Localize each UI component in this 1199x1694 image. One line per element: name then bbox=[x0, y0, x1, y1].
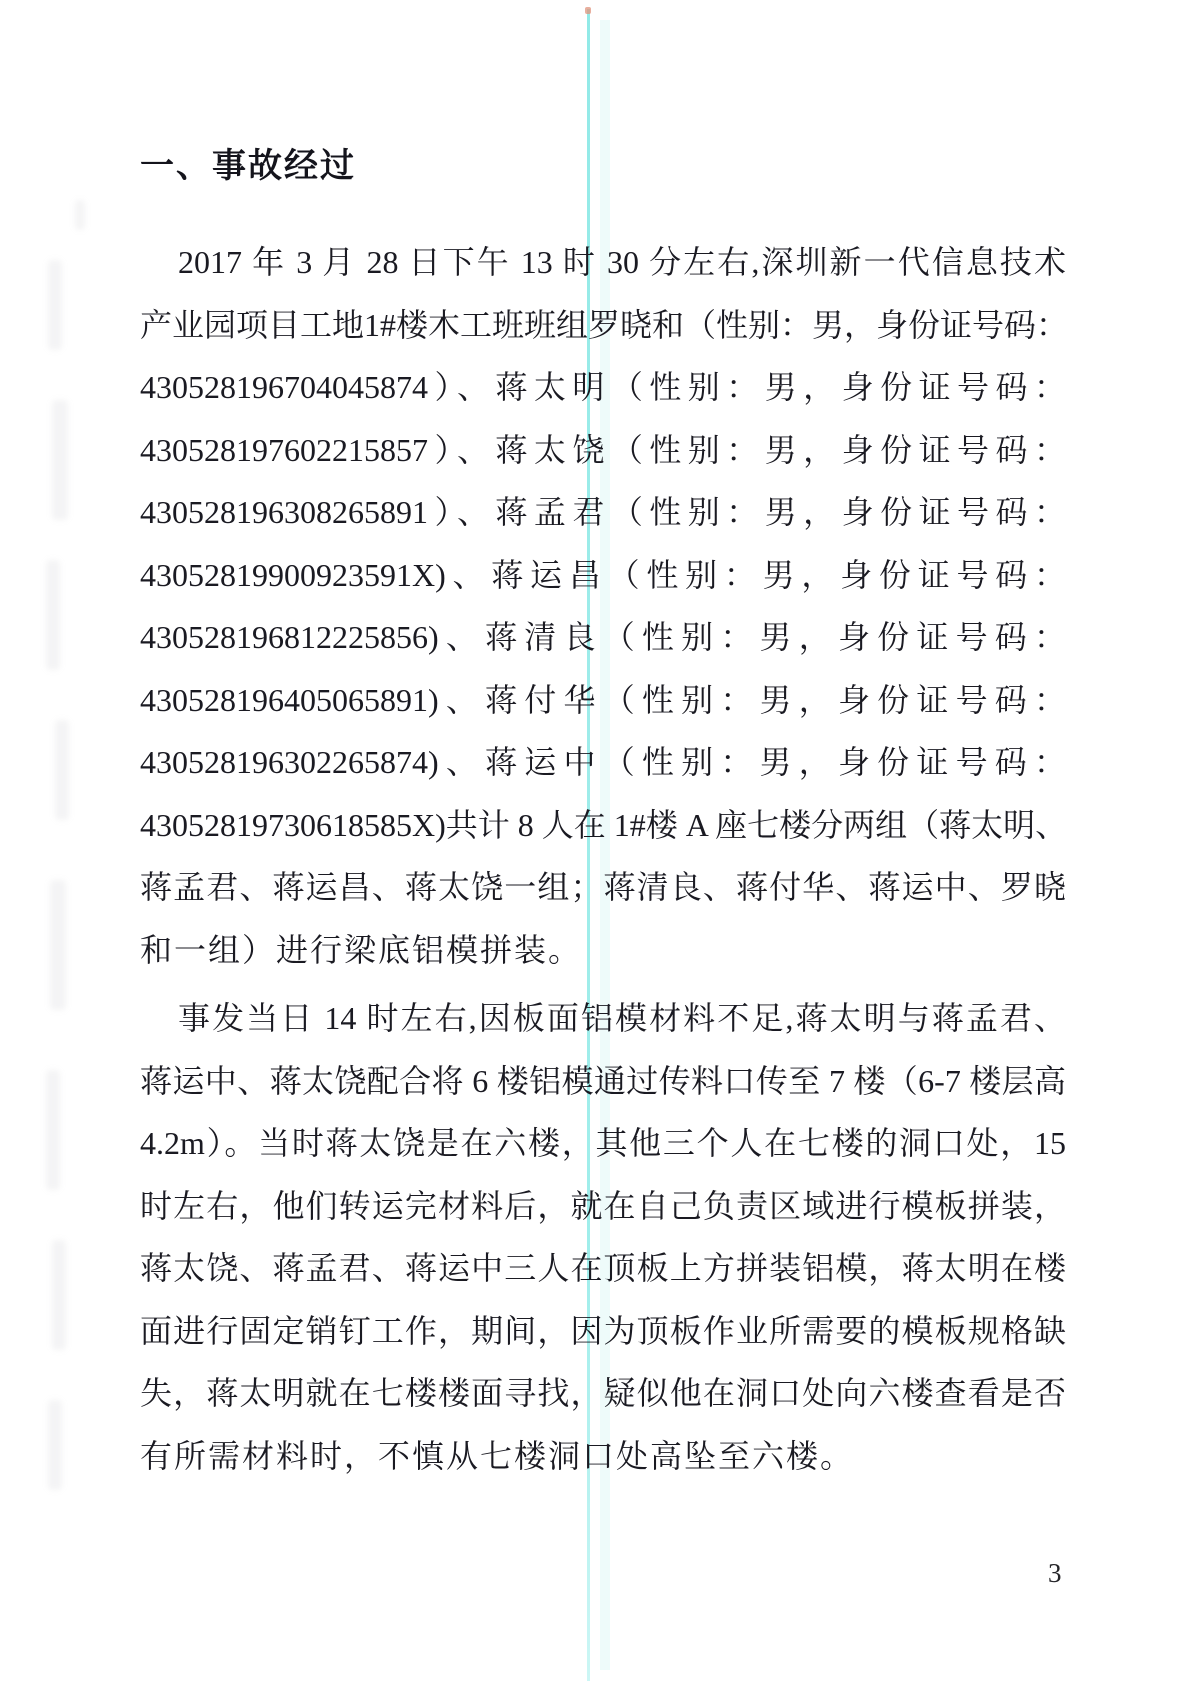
body-line: 产业园项目工地1#楼木工班班组罗晓和（性别：男，身份证号码： bbox=[140, 306, 1069, 343]
bleed-through-artifact bbox=[48, 260, 62, 350]
body-line: 43052819900923591X)、蒋运昌（性别：男，身份证号码： bbox=[140, 556, 1066, 593]
bleed-through-artifact bbox=[55, 720, 69, 820]
bleed-through-artifact bbox=[75, 200, 85, 230]
body-line: 蒋运中、蒋太饶配合将 6 楼铝模通过传料口传至 7 楼（6-7 楼层高 bbox=[140, 1062, 1066, 1099]
body-line: 事发当日 14 时左右,因板面铝模材料不足,蒋太明与蒋孟君、 bbox=[178, 1000, 1066, 1036]
body-line: 430528196812225856)、蒋清良（性别：男，身份证号码： bbox=[140, 619, 1066, 655]
body-line: 430528197602215857）、蒋太饶（性别：男，身份证号码： bbox=[140, 431, 1066, 468]
body-line: 时左右，他们转运完材料后，就在自己负责区域进行模板拼装， bbox=[140, 1187, 1066, 1224]
body-line: 4.2m）。当时蒋太饶是在六楼，其他三个人在七楼的洞口处，15 bbox=[140, 1125, 1066, 1161]
body-line: 2017 年 3 月 28 日下午 13 时 30 分左右,深圳新一代信息技术 bbox=[178, 244, 1066, 280]
document-body bbox=[140, 231, 1069, 1487]
body-line: 失，蒋太明就在七楼楼面寻找，疑似他在洞口处向六楼查看是否 bbox=[140, 1375, 1066, 1411]
page-number: 3 bbox=[1048, 1558, 1062, 1588]
body-line: 和一组）进行梁底铝模拼装。 bbox=[140, 931, 583, 968]
bleed-through-artifact bbox=[46, 560, 60, 670]
bleed-through-artifact bbox=[50, 880, 66, 1010]
body-line: 430528196308265891）、蒋孟君（性别：男，身份证号码： bbox=[140, 494, 1066, 530]
bleed-through-artifact bbox=[48, 1400, 62, 1490]
bleed-through-artifact bbox=[46, 1070, 60, 1190]
bleed-through-artifact bbox=[52, 400, 68, 520]
body-line: 430528196704045874）、蒋太明（性别：男，身份证号码： bbox=[140, 369, 1066, 405]
body-line: 430528196302265874)、蒋运中（性别：男，身份证号码： bbox=[140, 744, 1066, 780]
section-heading: 一、事故经过 bbox=[140, 147, 356, 185]
body-line: 430528196405065891)、蒋付华（性别：男，身份证号码： bbox=[140, 681, 1066, 718]
body-line: 蒋太饶、蒋孟君、蒋运中三人在顶板上方拼装铝模，蒋太明在楼 bbox=[140, 1250, 1066, 1286]
paragraph-2 bbox=[140, 987, 1066, 1487]
body-line: 有所需材料时，不慎从七楼洞口处高坠至六楼。 bbox=[140, 1437, 855, 1474]
bleed-through-artifact bbox=[52, 1240, 66, 1350]
paragraph-1 bbox=[140, 231, 1069, 981]
scan-artifact-speck bbox=[585, 7, 591, 14]
body-line: 面进行固定销钉工作，期间，因为顶板作业所需要的模板规格缺 bbox=[140, 1312, 1066, 1349]
body-line: 蒋孟君、蒋运昌、蒋太饶一组；蒋清良、蒋付华、蒋运中、罗晓 bbox=[140, 869, 1066, 905]
body-line: 43052819730618585X)共计 8 人在 1#楼 A 座七楼分两组（蒋太明、 bbox=[140, 806, 1068, 843]
